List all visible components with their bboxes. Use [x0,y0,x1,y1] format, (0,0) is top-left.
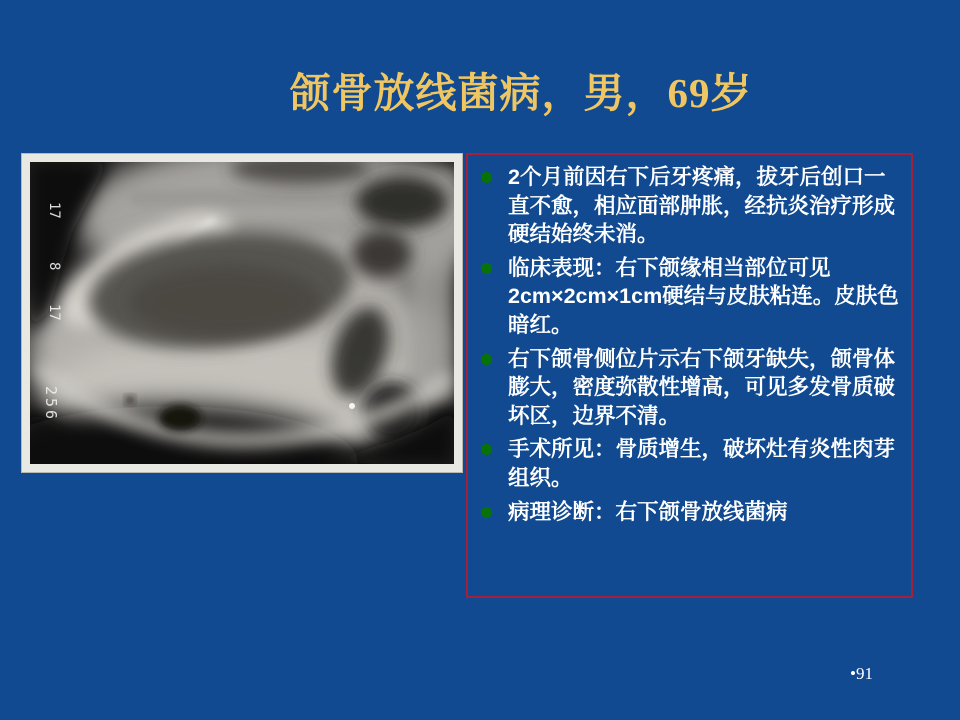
page-title: 颌骨放线菌病，男，69岁 [289,70,753,116]
film-label: 8 [46,262,62,271]
case-note-text: 2个月前因右下后牙疼痛，拔牙后创口一直不愈，相应面部肿胀，经抗炎治疗形成硬结始终未消。 [508,165,896,247]
case-note [481,163,905,249]
bullet-icon [481,263,492,274]
bullet-icon [481,354,492,365]
case-note-text: 临床表现：右下颌缘相当部位可见2cm×2cm×1cm硬结与皮肤粘连。皮肤色暗红。 [508,255,899,337]
case-note [481,254,905,340]
case-notes-box [466,153,913,598]
bullet-icon [481,172,492,183]
film-label: 17 [46,202,62,219]
film-label: 17 [46,304,62,321]
film-label: 256 [42,386,60,423]
case-notes-list [468,155,911,526]
case-note-text: 病理诊断：右下颌骨放线菌病 [508,499,788,524]
case-note [481,498,905,527]
page-number: •91 [850,664,873,683]
bullet-icon [481,507,492,518]
case-note-text: 手术所见：骨质增生，破坏灶有炎性肉芽组织。 [508,437,896,490]
case-note-text: 右下颌骨侧位片示右下颌牙缺失，颌骨体膨大，密度弥散性增高，可见多发骨质破坏区，边界不清。 [508,346,896,428]
xray-image [22,154,462,472]
bullet-icon [481,444,492,455]
case-note [481,345,905,431]
xray-illustration [30,162,454,464]
case-note [481,435,905,492]
